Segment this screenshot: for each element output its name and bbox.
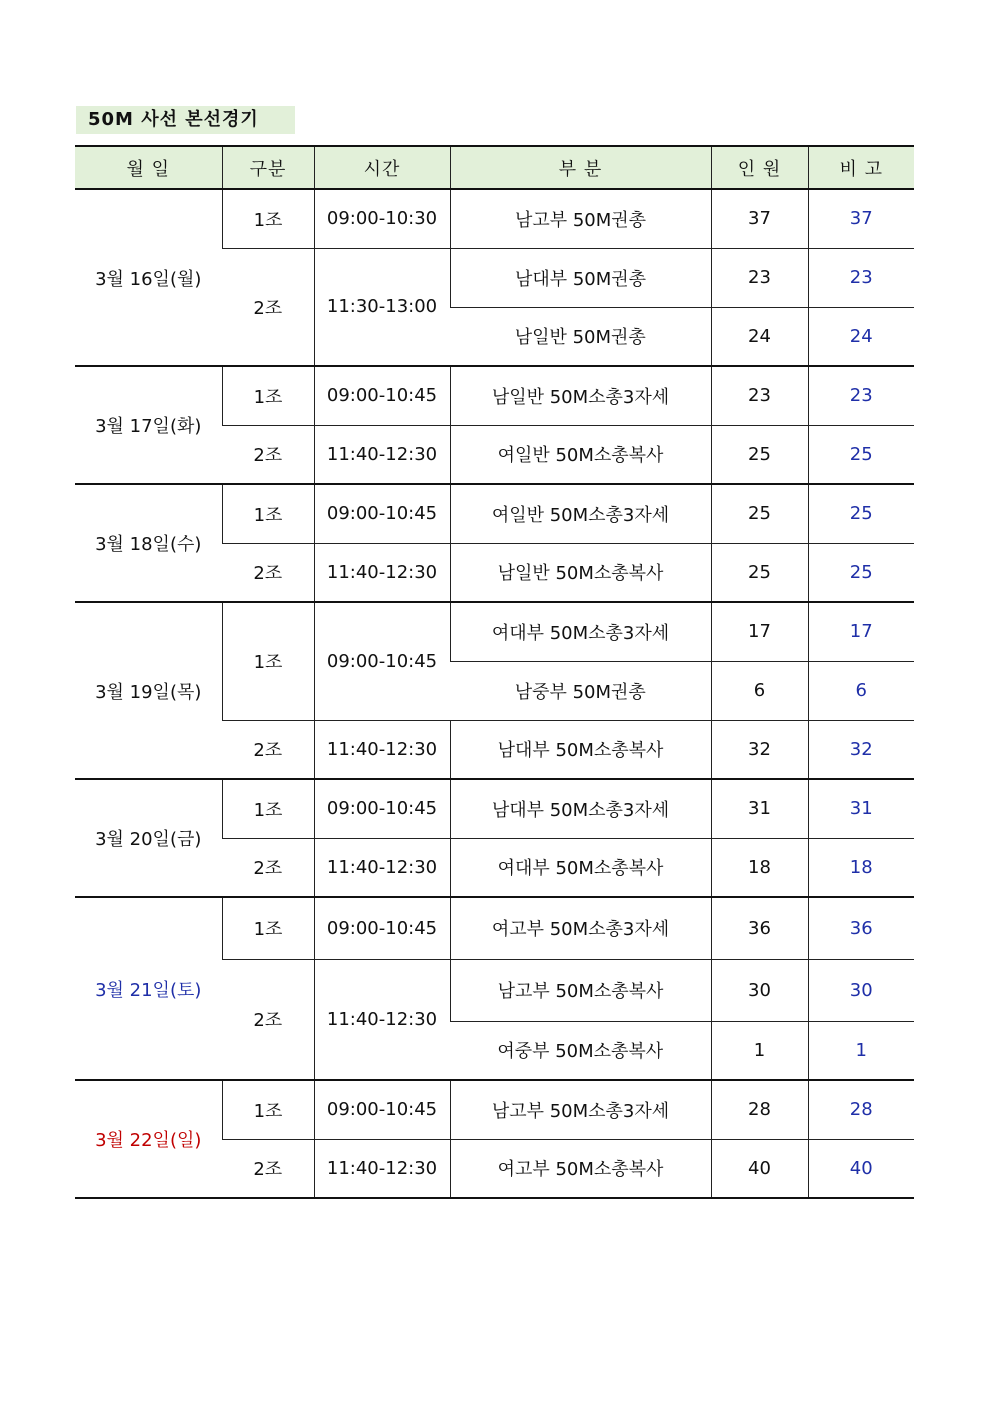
date-cell: 3월 16일(월) xyxy=(75,189,222,366)
table-row xyxy=(75,484,914,543)
date-cell: 3월 20일(금) xyxy=(75,779,222,897)
event-cell: 여대부 50M소총복사 xyxy=(450,838,711,897)
group-cell: 2조 xyxy=(222,959,314,1080)
group-cell: 1조 xyxy=(222,779,314,838)
count-cell: 23 xyxy=(711,366,808,425)
count-cell: 23 xyxy=(711,248,808,307)
time-cell: 09:00-10:45 xyxy=(314,779,450,838)
date-cell: 3월 22일(일) xyxy=(75,1080,222,1198)
table-row xyxy=(75,779,914,838)
note-cell: 32 xyxy=(808,720,914,779)
count-cell: 24 xyxy=(711,307,808,366)
group-cell: 2조 xyxy=(222,425,314,484)
event-cell: 남고부 50M소총3자세 xyxy=(450,1080,711,1139)
group-cell: 2조 xyxy=(222,1139,314,1198)
group-cell: 1조 xyxy=(222,366,314,425)
event-cell: 여고부 50M소총3자세 xyxy=(450,897,711,959)
time-cell: 11:40-12:30 xyxy=(314,959,450,1080)
header-time: 시간 xyxy=(314,146,450,189)
header-group: 구분 xyxy=(222,146,314,189)
count-cell: 18 xyxy=(711,838,808,897)
header-date: 월 일 xyxy=(75,146,222,189)
count-cell: 30 xyxy=(711,959,808,1021)
count-cell: 31 xyxy=(711,779,808,838)
group-cell: 2조 xyxy=(222,248,314,366)
group-cell: 1조 xyxy=(222,602,314,720)
section-title: 50M 사선 본선경기 xyxy=(76,106,295,134)
header-count: 인 원 xyxy=(711,146,808,189)
count-cell: 1 xyxy=(711,1021,808,1080)
note-cell: 25 xyxy=(808,543,914,602)
time-cell: 09:00-10:45 xyxy=(314,897,450,959)
note-cell: 18 xyxy=(808,838,914,897)
event-cell: 남고부 50M권총 xyxy=(450,189,711,248)
date-cell: 3월 19일(목) xyxy=(75,602,222,779)
note-cell: 24 xyxy=(808,307,914,366)
event-cell: 남대부 50M소총3자세 xyxy=(450,779,711,838)
count-cell: 25 xyxy=(711,543,808,602)
time-cell: 09:00-10:45 xyxy=(314,1080,450,1139)
note-cell: 31 xyxy=(808,779,914,838)
count-cell: 40 xyxy=(711,1139,808,1198)
count-cell: 6 xyxy=(711,661,808,720)
note-cell: 36 xyxy=(808,897,914,959)
note-cell: 6 xyxy=(808,661,914,720)
date-cell: 3월 18일(수) xyxy=(75,484,222,602)
time-cell: 09:00-10:45 xyxy=(314,602,450,720)
group-cell: 1조 xyxy=(222,1080,314,1139)
note-cell: 30 xyxy=(808,959,914,1021)
count-cell: 36 xyxy=(711,897,808,959)
note-cell: 28 xyxy=(808,1080,914,1139)
group-cell: 2조 xyxy=(222,720,314,779)
time-cell: 11:40-12:30 xyxy=(314,425,450,484)
count-cell: 17 xyxy=(711,602,808,661)
note-cell: 25 xyxy=(808,484,914,543)
event-cell: 남중부 50M권총 xyxy=(450,661,711,720)
event-cell: 남일반 50M권총 xyxy=(450,307,711,366)
group-cell: 1조 xyxy=(222,189,314,248)
table-row xyxy=(75,897,914,959)
header-event: 부 분 xyxy=(450,146,711,189)
time-cell: 11:40-12:30 xyxy=(314,720,450,779)
event-cell: 남대부 50M소총복사 xyxy=(450,720,711,779)
count-cell: 37 xyxy=(711,189,808,248)
note-cell: 17 xyxy=(808,602,914,661)
table-row xyxy=(75,602,914,661)
time-cell: 11:40-12:30 xyxy=(314,838,450,897)
table-row xyxy=(75,366,914,425)
note-cell: 23 xyxy=(808,248,914,307)
event-cell: 남고부 50M소총복사 xyxy=(450,959,711,1021)
event-cell: 여고부 50M소총복사 xyxy=(450,1139,711,1198)
event-cell: 여일반 50M소총복사 xyxy=(450,425,711,484)
event-cell: 남일반 50M소총복사 xyxy=(450,543,711,602)
header-note: 비 고 xyxy=(808,146,914,189)
count-cell: 25 xyxy=(711,425,808,484)
header-row xyxy=(75,146,914,189)
group-cell: 2조 xyxy=(222,838,314,897)
note-cell: 25 xyxy=(808,425,914,484)
schedule-table xyxy=(75,145,914,1199)
note-cell: 1 xyxy=(808,1021,914,1080)
event-cell: 여중부 50M소총복사 xyxy=(450,1021,711,1080)
count-cell: 32 xyxy=(711,720,808,779)
note-cell: 23 xyxy=(808,366,914,425)
time-cell: 09:00-10:30 xyxy=(314,189,450,248)
table-row xyxy=(75,189,914,248)
time-cell: 11:40-12:30 xyxy=(314,543,450,602)
time-cell: 11:40-12:30 xyxy=(314,1139,450,1198)
event-cell: 여일반 50M소총3자세 xyxy=(450,484,711,543)
group-cell: 1조 xyxy=(222,484,314,543)
note-cell: 37 xyxy=(808,189,914,248)
note-cell: 40 xyxy=(808,1139,914,1198)
count-cell: 28 xyxy=(711,1080,808,1139)
time-cell: 09:00-10:45 xyxy=(314,484,450,543)
time-cell: 09:00-10:45 xyxy=(314,366,450,425)
event-cell: 여대부 50M소총3자세 xyxy=(450,602,711,661)
group-cell: 2조 xyxy=(222,543,314,602)
table-row xyxy=(75,1080,914,1139)
count-cell: 25 xyxy=(711,484,808,543)
date-cell: 3월 17일(화) xyxy=(75,366,222,484)
group-cell: 1조 xyxy=(222,897,314,959)
event-cell: 남대부 50M권총 xyxy=(450,248,711,307)
event-cell: 남일반 50M소총3자세 xyxy=(450,366,711,425)
time-cell: 11:30-13:00 xyxy=(314,248,450,366)
date-cell: 3월 21일(토) xyxy=(75,897,222,1080)
